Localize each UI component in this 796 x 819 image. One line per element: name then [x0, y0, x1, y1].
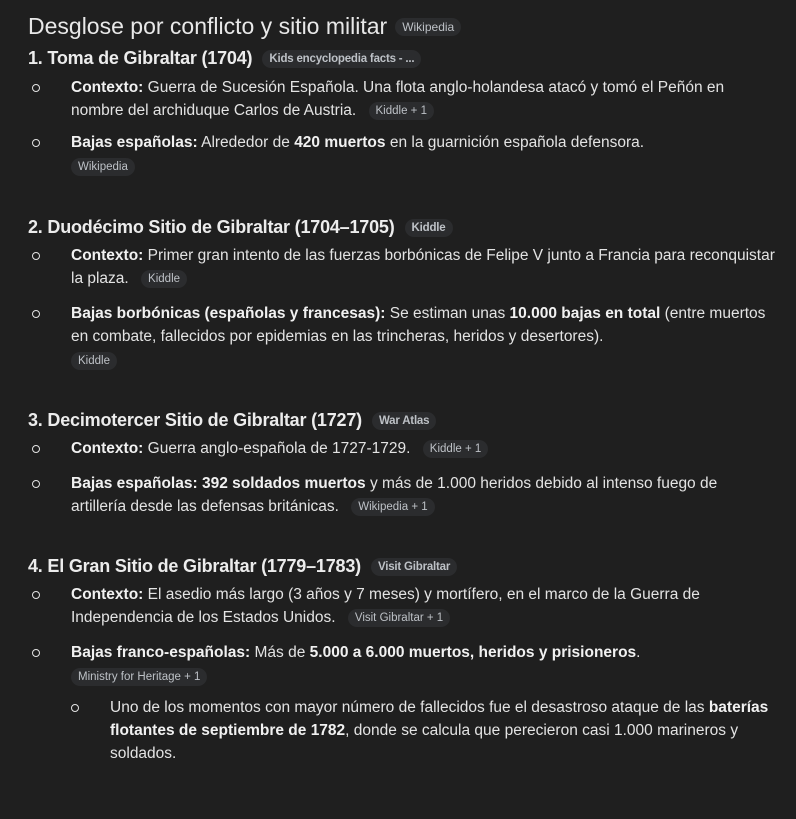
list-item	[28, 244, 776, 290]
page-title: Desglose por conflicto y sitio militar	[28, 13, 388, 39]
item-text: , donde se calcula que perecieron casi 1.000 marineros y soldados.	[110, 722, 739, 762]
section-title: 4. El Gran Sitio de Gibraltar (1779–1783)	[28, 556, 361, 576]
list-item	[28, 437, 776, 460]
item-text: Más de	[254, 644, 306, 661]
source-chip[interactable]: Ministry for Heritage + 1	[71, 668, 207, 686]
item-highlight: 392 soldados muertos	[201, 475, 366, 492]
item-highlight: 5.000 a 6.000 muertos, heridos y prisioneros	[309, 644, 637, 661]
source-chip[interactable]: Visit Gibraltar	[371, 558, 457, 576]
section-4	[28, 556, 776, 765]
item-highlight: 420 muertos	[294, 134, 386, 151]
source-chip[interactable]: Visit Gibraltar + 1	[348, 609, 450, 627]
item-text: Primer gran intento de las fuerzas borbónicas de Felipe V junto a Francia para reconquistar la plaza.	[71, 247, 775, 287]
list-item	[28, 641, 776, 765]
list-item	[28, 583, 776, 629]
page-heading	[28, 13, 776, 40]
list-item	[28, 302, 776, 372]
list-item	[28, 131, 776, 178]
section-title: 1. Toma de Gibraltar (1704)	[28, 48, 253, 68]
source-chip[interactable]: Kiddle	[71, 352, 117, 370]
source-chip[interactable]: War Atlas	[372, 412, 436, 430]
source-chip[interactable]: Kids encyclopedia facts - ...	[262, 50, 421, 68]
item-label: Contexto:	[71, 440, 144, 457]
item-text: Se estiman unas	[389, 305, 506, 322]
item-text: .	[636, 644, 641, 661]
item-text: El asedio más largo (3 años y 7 meses) y mortífero, en el marco de la Guerra de Independencia de los Estados Unidos.	[71, 586, 700, 626]
item-text: en la guarnición española defensora.	[389, 134, 645, 151]
source-chip[interactable]: Kiddle + 1	[423, 440, 488, 458]
list-item	[28, 76, 776, 122]
item-label: Bajas españolas:	[71, 134, 198, 151]
section-3	[28, 410, 776, 518]
item-text: Guerra de Sucesión Española. Una flota anglo-holandesa atacó y tomó el Peñón en nombre del archiduque Carlos de Austria.	[71, 79, 725, 119]
section-2	[28, 217, 776, 372]
item-highlight: 10.000 bajas en total	[509, 305, 661, 322]
item-text: Guerra anglo-española de 1727-1729.	[147, 440, 411, 457]
item-text: y más de 1.000 heridos debido al intenso fuego de artillería desde las defensas británicas.	[71, 475, 718, 515]
sub-list-item	[71, 696, 776, 765]
item-label: Contexto:	[71, 79, 144, 96]
item-highlight: baterías flotantes de septiembre de 1782	[110, 699, 769, 739]
source-chip[interactable]: Wikipedia	[71, 158, 135, 176]
item-text: Uno de los momentos con mayor número de fallecidos fue el desastroso ataque de las	[110, 699, 705, 716]
section-1	[28, 48, 776, 178]
item-label: Bajas franco-españolas:	[71, 644, 251, 661]
source-chip[interactable]: Kiddle + 1	[369, 102, 434, 120]
item-text: Alrededor de	[201, 134, 290, 151]
list-item	[28, 472, 776, 518]
item-text: (entre muertos en combate, fallecidos por epidemias en las trincheras, heridos y desertores).	[71, 305, 766, 345]
section-title: 2. Duodécimo Sitio de Gibraltar (1704–1705)	[28, 217, 395, 237]
section-title: 3. Decimotercer Sitio de Gibraltar (1727)	[28, 410, 362, 430]
source-chip[interactable]: Wikipedia + 1	[351, 498, 434, 516]
item-label: Contexto:	[71, 586, 144, 603]
source-chip[interactable]: Wikipedia	[395, 18, 461, 36]
source-chip[interactable]: Kiddle	[405, 219, 453, 237]
item-label: Bajas borbónicas (españolas y francesas):	[71, 305, 386, 322]
source-chip[interactable]: Kiddle	[141, 270, 187, 288]
item-label: Bajas españolas:	[71, 475, 198, 492]
item-label: Contexto:	[71, 247, 144, 264]
